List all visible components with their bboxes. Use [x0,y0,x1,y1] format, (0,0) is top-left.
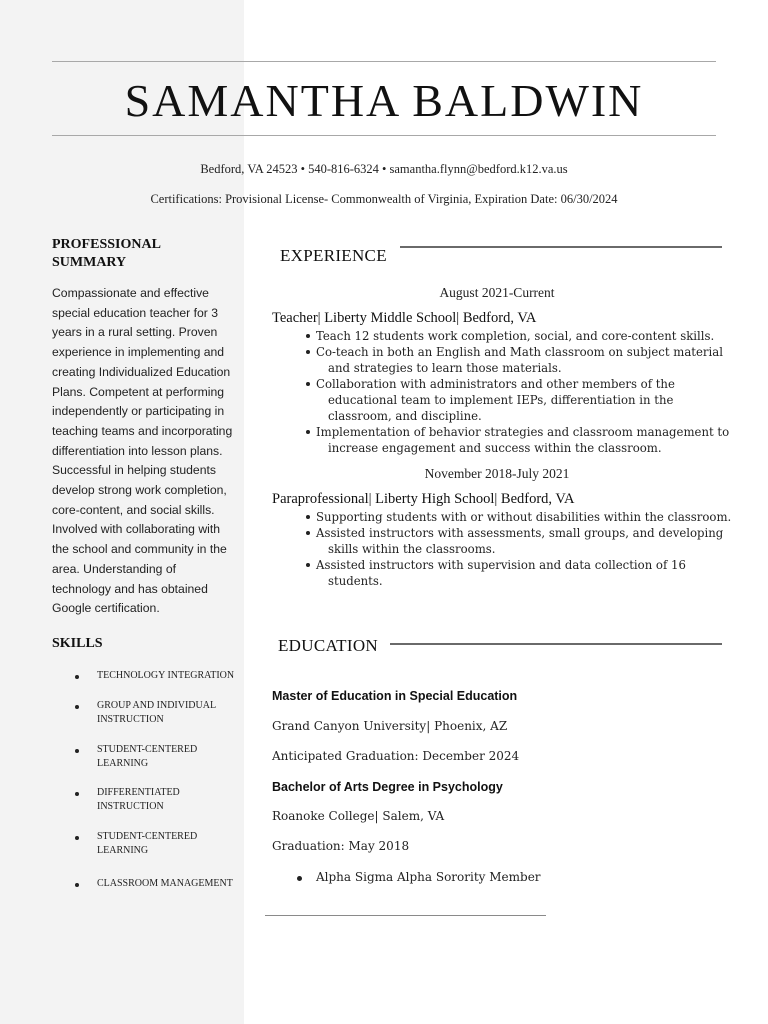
header-bottom-rule [52,135,716,136]
summary-heading-line: PROFESSIONAL [52,237,161,252]
bullet-icon [75,836,79,840]
header-top-rule [52,61,716,62]
bullet-icon [297,876,302,881]
job-dates: November 2018-July 2021 [424,466,570,481]
summary-line: teaching teams and incorporating [52,423,233,438]
job-bullet-line: and strategies to learn those materials. [328,361,562,375]
job-bullet-line: educational team to implement IEPs, differentiation in the [328,393,674,407]
skill-line: TECHNOLOGY INTEGRATION [97,670,235,681]
summary-line: years in a rural setting. Proven [52,325,218,340]
bullet-icon [75,749,79,753]
candidate-name: SAMANTHA BALDWIN [124,75,644,126]
bullet-icon [306,350,310,354]
summary-heading [52,236,161,272]
bullet-icon [75,792,79,796]
activity-item: Alpha Sigma Alpha Sorority Member [316,870,541,884]
skill-item [97,743,242,771]
skill-line: STUDENT-CENTERED [97,831,198,842]
bullet-icon [306,531,310,535]
bullet-icon [75,705,79,709]
job-bullet-line: Assisted instructors with assessments, small groups, and developing [316,526,724,540]
bullet-icon [306,430,310,434]
summary-heading-line: SUMMARY [52,255,127,270]
skill-line: INSTRUCTION [97,714,164,725]
experience-heading-rule [400,246,722,248]
experience-heading: EXPERIENCE [280,246,387,265]
skill-line: LEARNING [97,845,149,856]
summary-line: area. Understanding of [52,561,176,576]
job-bullet-line: Assisted instructors with supervision and data collection of 16 [316,558,686,572]
job-dates: August 2021-Current [439,285,555,300]
summary-text [52,284,242,619]
graduation-date: Graduation: May 2018 [272,839,410,853]
summary-line: develop strong work completion, [52,483,227,498]
job-bullet-line: Teach 12 students work completion, social, and core-content skills. [316,329,715,343]
skill-line: GROUP AND INDIVIDUAL [97,700,217,711]
bullet-icon [306,515,310,519]
job-title: Paraprofessional| Liberty High School| Bedford, VA [272,491,575,507]
job-bullet-line: classroom, and discipline. [328,409,482,423]
summary-line: independently or participating in [52,404,225,419]
job-bullet-line: skills within the classrooms. [328,542,496,556]
skill-item [97,786,242,814]
summary-line: Successful in helping students [52,463,216,478]
certifications-line: Certifications: Provisional License- Commonwealth of Virginia, Expiration Date: 06/30/2024 [150,192,618,206]
graduation-date: Anticipated Graduation: December 2024 [272,749,520,763]
skill-item [97,699,242,727]
job-bullet-line: Supporting students with or without disabilities within the classroom. [316,510,732,524]
summary-line: technology and has obtained [52,581,208,596]
skill-line: INSTRUCTION [97,801,164,812]
summary-line: core-content, and social skills. [52,502,215,517]
skill-line: CLASSROOM MANAGEMENT [97,878,233,889]
education-heading: EDUCATION [278,636,378,655]
bullet-icon [306,563,310,567]
job-title: Teacher| Liberty Middle School| Bedford, VA [272,310,537,326]
degree-title: Master of Education in Special Education [272,689,518,703]
job-bullet-line: increase engagement and success within the classroom. [328,441,662,455]
footer-rule [265,915,546,916]
bullet-icon [306,382,310,386]
summary-line: experience in implementing and [52,345,225,360]
school-name: Grand Canyon University| Phoenix, AZ [272,719,508,733]
skill-item [97,830,242,858]
job-bullet-line: Implementation of behavior strategies and classroom management to [316,425,730,439]
summary-line: differentiation into lesson plans. [52,443,223,458]
summary-line: special education teacher for 3 [52,305,218,320]
summary-line: Compassionate and effective [52,286,209,300]
skill-item [97,669,242,683]
degree-title: Bachelor of Arts Degree in Psychology [272,780,503,794]
skill-line: STUDENT-CENTERED [97,744,198,755]
skill-line: LEARNING [97,758,149,769]
job-bullet-line: students. [328,574,383,588]
education-heading-rule [390,643,722,645]
school-name: Roanoke College| Salem, VA [272,809,445,823]
summary-line: the school and community in the [52,542,227,557]
skill-item [97,877,242,891]
summary-line: Involved with collaborating with [52,522,221,537]
bullet-icon [306,334,310,338]
summary-line: creating Individualized Education [52,364,231,379]
bullet-icon [75,675,79,679]
contact-line: Bedford, VA 24523 • 540-816-6324 • samantha.flynn@bedford.k12.va.us [200,162,568,176]
summary-line: Plans. Competent at performing [52,384,225,399]
job-bullet-line: Collaboration with administrators and other members of the [316,377,675,391]
job-bullet-line: Co-teach in both an English and Math classroom on subject material [316,345,723,359]
bullet-icon [75,883,79,887]
skill-line: DIFFERENTIATED [97,787,180,798]
skills-heading: SKILLS [52,636,103,651]
summary-line: Google certification. [52,601,160,616]
